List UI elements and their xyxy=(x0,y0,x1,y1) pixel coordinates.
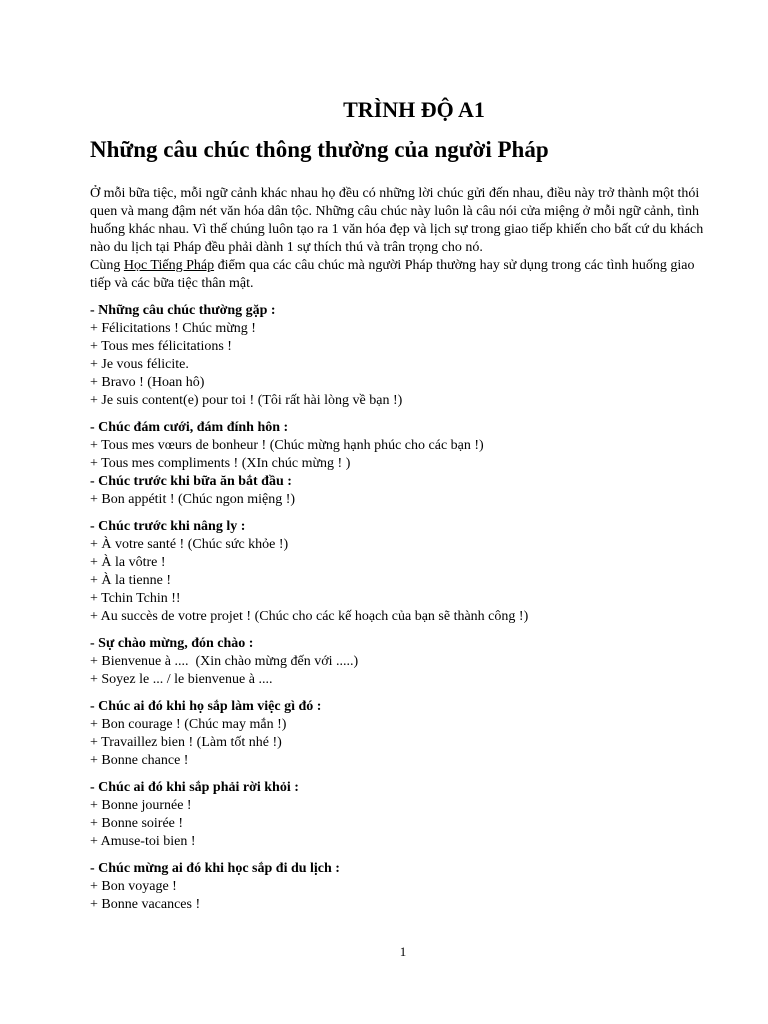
greeting-item: + Bonne journée ! xyxy=(90,798,192,813)
greeting-item: + Félicitations ! Chúc mừng ! xyxy=(90,321,256,336)
greeting-section xyxy=(90,698,718,770)
greeting-item: + Tous mes vœurs de bonheur ! (Chúc mừng hạnh phúc cho các bạn !) xyxy=(90,438,484,453)
greeting-item: + Bonne soirée ! xyxy=(90,816,184,831)
greeting-item: + Bonne vacances ! xyxy=(90,897,201,912)
section-heading: - Chúc trước khi nâng ly : xyxy=(90,519,246,534)
intro-text xyxy=(90,185,718,293)
greeting-section xyxy=(90,419,718,473)
greeting-item: + Je vous félicite. xyxy=(90,357,189,372)
greeting-item: + Tous mes félicitations ! xyxy=(90,339,232,354)
greeting-item: + À votre santé ! (Chúc sức khỏe !) xyxy=(90,537,289,552)
greeting-item: + Bon courage ! (Chúc may mắn !) xyxy=(90,717,287,732)
greeting-item: + À la tienne ! xyxy=(90,573,171,588)
section-heading: - Những câu chúc thường gặp : xyxy=(90,303,276,318)
greeting-item: + Travaillez bien ! (Làm tốt nhé !) xyxy=(90,735,282,750)
greeting-item: + Bon voyage ! xyxy=(90,879,177,894)
intro-paragraph-1: Ở mỗi bữa tiệc, mỗi ngữ cảnh khác nhau họ đều có những lời chúc gửi đến nhau, điều này trở thành một thói quen và mang đậm nét văn hóa dân tộc. Những câu chúc này luôn là câu nói cửa miệng ở mỗi ngữ cảnh, tình huống khác nhau. Vì thế chúng luôn tạo ra 1 văn hóa đẹp và lịch sự trong giao tiếp khiến cho bất cứ du khách nào du lịch tại Pháp đều phải dành 1 sự thích thú và trân trọng cho nó. xyxy=(90,186,704,255)
greeting-section xyxy=(90,860,718,914)
greeting-item: + À la vôtre ! xyxy=(90,555,166,570)
document-page xyxy=(90,95,718,914)
section-heading: - Chúc đám cưới, đám đính hôn : xyxy=(90,420,289,435)
greeting-item: + Tous mes compliments ! (XIn chúc mừng ! ) xyxy=(90,456,351,471)
document-title: TRÌNH ĐỘ A1 xyxy=(343,97,485,122)
greeting-item: + Je suis content(e) pour toi ! (Tôi rất hài lòng về bạn !) xyxy=(90,393,403,408)
greeting-section xyxy=(90,473,718,509)
section-heading: - Chúc ai đó khi họ sắp làm việc gì đó : xyxy=(90,699,322,714)
greeting-section xyxy=(90,518,718,626)
section-heading: - Sự chào mừng, đón chào : xyxy=(90,636,254,651)
greeting-item: + Soyez le ... / le bienvenue à .... xyxy=(90,672,273,687)
document-subtitle: Những câu chúc thông thường của người Pháp xyxy=(90,137,549,162)
intro-paragraph-2 xyxy=(90,257,718,293)
greeting-section xyxy=(90,779,718,851)
greeting-sections xyxy=(90,302,718,914)
greeting-section xyxy=(90,635,718,689)
greeting-item: + Au succès de votre projet ! (Chúc cho các kế hoạch của bạn sẽ thành công !) xyxy=(90,609,529,624)
greeting-item: + Tchin Tchin !! xyxy=(90,591,181,606)
greeting-item: + Bravo ! (Hoan hô) xyxy=(90,375,205,390)
greeting-section xyxy=(90,302,718,410)
intro-suffix: điểm qua các câu chúc mà người Pháp thường hay sử dụng trong các tình huống giao tiếp và các bữa tiệc thân mật. xyxy=(90,258,695,291)
greeting-item: + Bon appétit ! (Chúc ngon miệng !) xyxy=(90,492,296,507)
section-heading: - Chúc mừng ai đó khi học sắp đi du lịch : xyxy=(90,861,340,876)
section-heading: - Chúc trước khi bữa ăn bắt đầu : xyxy=(90,474,292,489)
hoc-tieng-phap-link[interactable]: Học Tiếng Pháp xyxy=(123,258,215,273)
section-heading: - Chúc ai đó khi sắp phải rời khỏi : xyxy=(90,780,299,795)
page-number: 1 xyxy=(399,944,407,959)
greeting-item: + Bonne chance ! xyxy=(90,753,189,768)
greeting-item: + Amuse-toi bien ! xyxy=(90,834,196,849)
intro-prefix: Cùng xyxy=(90,258,124,273)
greeting-item: + Bienvenue à .... (Xin chào mừng đến với .....) xyxy=(90,654,359,669)
